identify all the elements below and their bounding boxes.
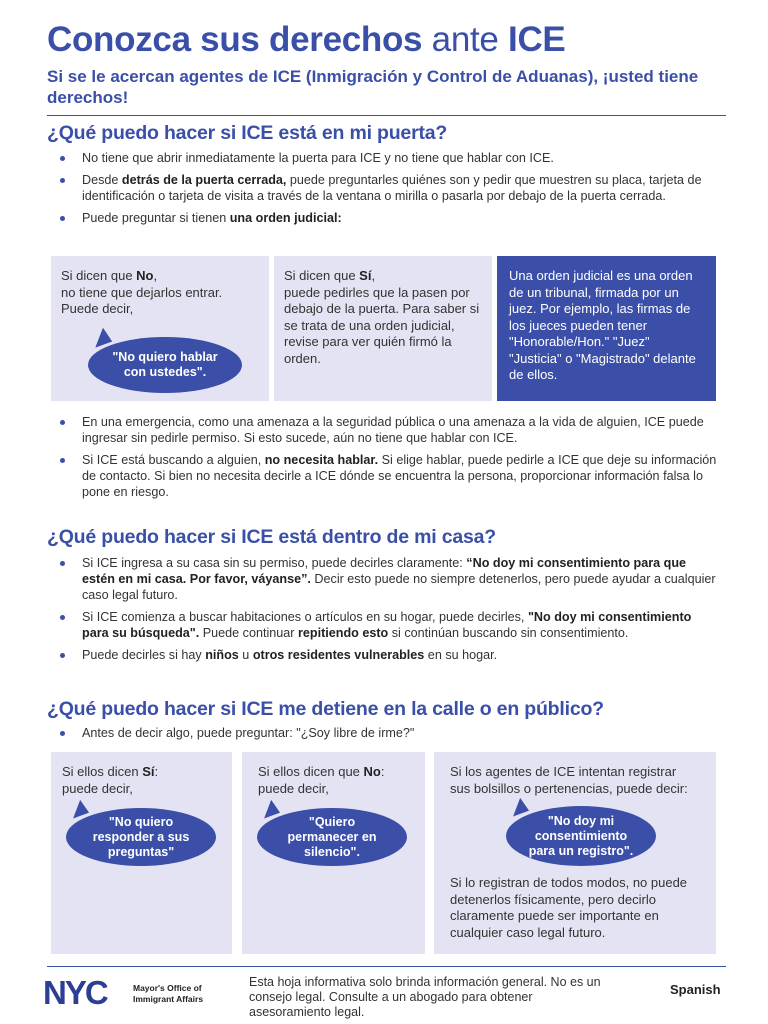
section-heading-home: ¿Qué puedo hacer si ICE está dentro de mi casa? <box>47 526 496 548</box>
search-outro: Si lo registran de todos modos, no puede detenerlos físicamente, pero decirlo claramente puede ser importante en cualquier caso legal futuro. <box>450 875 688 940</box>
section-heading-street: ¿Qué puedo hacer si ICE me detiene en la calle o en público? <box>47 698 604 720</box>
list-item: Puede preguntar si tienen una orden judicial: <box>60 210 720 226</box>
section-heading-door: ¿Qué puedo hacer si ICE está en mi puerta? <box>47 122 448 144</box>
box-street-no: Si ellos dicen que No: puede decir, <box>242 752 425 954</box>
nyc-logo <box>43 976 129 1013</box>
list-item: Desde detrás de la puerta cerrada, puede preguntarles quiénes son y pedir que muestren su placa, tarjeta de identificación o tarjeta de visita a través de la ventana o mirilla o pasarla por debajo de la puerta cerrada. <box>60 172 720 204</box>
home-bullets <box>60 555 720 663</box>
box-if-no: Si dicen que No, no tiene que dejarlos entrar. Puede decir, <box>51 256 269 401</box>
speech-bubble: "Quiero permanecer en silencio". <box>257 808 407 866</box>
page-title <box>47 20 565 60</box>
nyc-logo-icon <box>43 976 129 1008</box>
page-subtitle: Si se le acercan agentes de ICE (Inmigración y Control de Aduanas), ¡usted tiene derechos! <box>47 67 699 107</box>
title-ice: ICE <box>508 20 566 59</box>
list-item: No tiene que abrir inmediatamente la puerta para ICE y no tiene que hablar con ICE. <box>60 150 720 166</box>
speech-bubble: "No quiero hablar con ustedes". <box>88 337 242 393</box>
disclaimer: Esta hoja informativa solo brinda información general. No es un consejo legal. Consulte a un abogado para obtener asesoramiento legal. <box>249 975 601 1019</box>
list-item: Puede decirles si hay niños u otros residentes vulnerables en su hogar. <box>60 647 720 663</box>
list-item: Antes de decir algo, puede preguntar: "¿Soy libre de irme?" <box>60 725 720 741</box>
list-item: Si ICE comienza a buscar habitaciones o artículos en su hogar, puede decirles, "No doy mi consentimiento para su búsqueda". Puede continuar repitiendo esto si continúan buscando sin consentimiento. <box>60 609 720 641</box>
svg-text:NYC: NYC <box>43 976 107 1008</box>
speech-bubble: "No doy mi consentimiento para un registro". <box>506 806 656 866</box>
divider <box>47 115 726 116</box>
door-bullets-b <box>60 414 720 500</box>
speech-bubble: "No quiero responder a sus preguntas" <box>66 808 216 866</box>
language-label: Spanish <box>670 982 721 997</box>
title-bold-part: Conozca sus derechos <box>47 20 423 59</box>
list-item: Si ICE ingresa a su casa sin su permiso, puede decirles claramente: “No doy mi consentimiento para que estén en mi casa. Por favor, váyanse”. Decir esto puede no siempre detenerlos, pero puede ayudar a cualquier caso legal futuro. <box>60 555 720 603</box>
box-street-yes: Si ellos dicen Sí: puede decir, <box>51 752 232 954</box>
box-judicial-warrant-info: Una orden judicial es una orden de un tribunal, firmada por un juez. Por ejemplo, las firmas de los jueces pueden tener "Honorable/Hon." "Juez" "Justicia" o "Magistrado" delante de ellos. <box>497 256 716 401</box>
box-if-yes: Si dicen que Sí, puede pedirles que la pasen por debajo de la puerta. Para saber si se trata de una orden judicial, revise para ver quién firmó la orden. <box>274 256 492 401</box>
list-item: Si ICE está buscando a alguien, no necesita hablar. Si elige hablar, puede pedirle a ICE que deje su información de contacto. Si bien no necesita decirle a ICE dónde se encuentra la persona, proporcionar información falsa lo pone en riesgo. <box>60 452 720 500</box>
office-name: Mayor's Office of Immigrant Affairs <box>133 983 204 1004</box>
search-intro: Si los agentes de ICE intentan registrar sus bolsillos o pertenencias, puede decir: <box>450 764 688 796</box>
list-item: En una emergencia, como una amenaza a la seguridad pública o una amenaza a la vida de alguien, ICE puede ingresar sin pedirle permiso. Si esto sucede, aún no tiene que hablar con ICE. <box>60 414 720 446</box>
door-bullets-a <box>60 150 720 226</box>
street-bullets <box>60 725 720 741</box>
title-light-part: ante <box>431 20 499 59</box>
footer-divider <box>47 966 726 967</box>
